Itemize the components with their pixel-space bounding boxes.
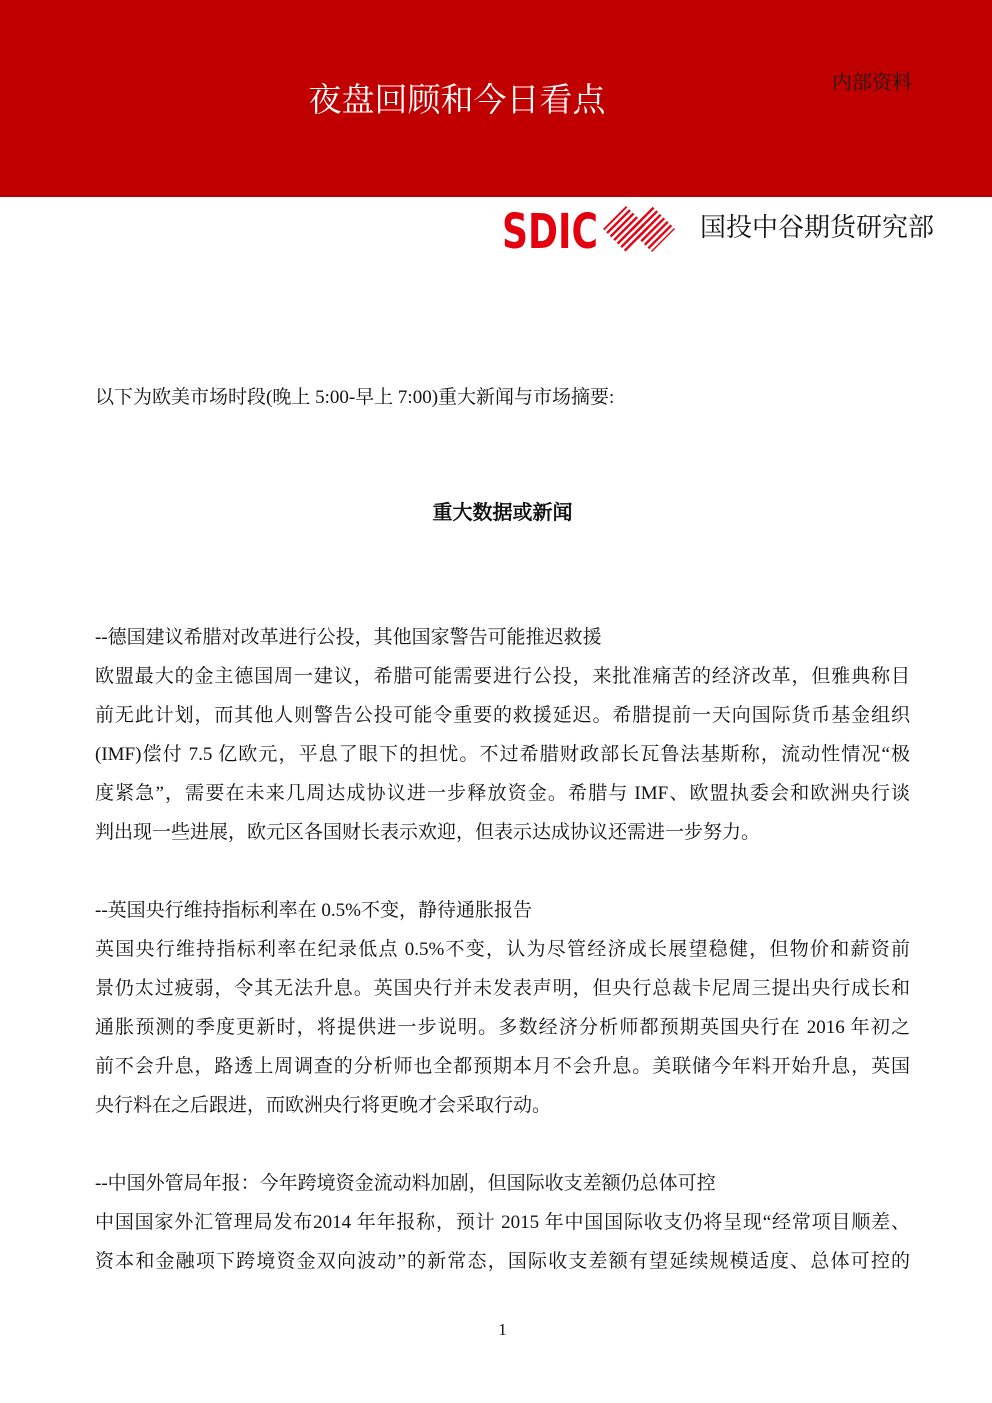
section-heading: 重大数据或新闻 xyxy=(432,502,573,524)
news-body-line: 通胀预测的季度更新时，将提供进一步说明。多数经济分析师都预期英国央行在 2016 年初之 xyxy=(95,1017,910,1038)
report-title: 夜盘回顾和今日看点 xyxy=(308,80,606,119)
news-headline: --中国外管局年报：今年跨境资金流动料加剧，但国际收支差额仍总体可控 xyxy=(95,1173,716,1194)
news-body-line: 央行料在之后跟进，而欧洲央行将更晚才会采取行动。 xyxy=(95,1095,552,1116)
news-headline: --英国央行维持指标利率在 0.5%不变，静待通胀报告 xyxy=(95,900,532,921)
striped-diamond-icon xyxy=(603,206,675,252)
news-body-line: 中国国家外汇管理局发布2014 年年报称，预计 2015 年中国国际收支仍将呈现“经常项目顺差、 xyxy=(95,1212,910,1233)
news-headline: --德国建议希腊对改革进行公投，其他国家警告可能推迟救援 xyxy=(95,627,602,648)
page-number: 1 xyxy=(498,1320,507,1339)
header-band xyxy=(0,0,992,197)
news-body-line: 资本和金融项下跨境资金双向波动”的新常态，国际收支差额有望延续规模适度、总体可控的 xyxy=(95,1251,910,1272)
news-body-line: (IMF)偿付 7.5 亿欧元，平息了眼下的担忧。不过希腊财政部长瓦鲁法基斯称，流动性情况“极 xyxy=(95,744,910,765)
news-body-line: 景仍太过疲弱，令其无法升息。英国央行并未发表声明，但央行总裁卡尼周三提出央行成长和 xyxy=(95,978,910,999)
intro-text: 以下为欧美市场时段(晚上 5:00-早上 7:00)重大新闻与市场摘要: xyxy=(95,387,615,408)
news-body-line: 度紧急”，需要在未来几周达成协议进一步释放资金。希腊与 IMF、欧盟执委会和欧洲央行谈 xyxy=(95,783,910,804)
news-body-line: 判出现一些进展，欧元区各国财长表示欢迎，但表示达成协议还需进一步努力。 xyxy=(95,822,761,843)
news-item xyxy=(95,618,910,852)
news-item xyxy=(95,1164,910,1281)
news-body-line: 前无此计划，而其他人则警告公投可能令重要的救援延迟。希腊提前一天向国际货币基金组织 xyxy=(95,705,910,726)
news-body-line: 英国央行维持指标利率在纪录低点 0.5%不变，认为尽管经济成长展望稳健，但物价和薪资前 xyxy=(95,939,910,960)
internal-label: 内部资料 xyxy=(832,70,912,94)
department-name: 国投中谷期货研究部 xyxy=(700,213,935,243)
news-list xyxy=(95,618,910,1320)
sdic-logo xyxy=(500,204,680,254)
sdic-logo-text: SDIC xyxy=(502,204,598,254)
news-item xyxy=(95,891,910,1125)
news-body-line: 前不会升息，路透上周调查的分析师也全都预期本月不会升息。美联储今年料开始升息，英国 xyxy=(95,1056,910,1077)
news-body-line: 欧盟最大的金主德国周一建议，希腊可能需要进行公投，来批准痛苦的经济改革，但雅典称目 xyxy=(95,666,910,687)
